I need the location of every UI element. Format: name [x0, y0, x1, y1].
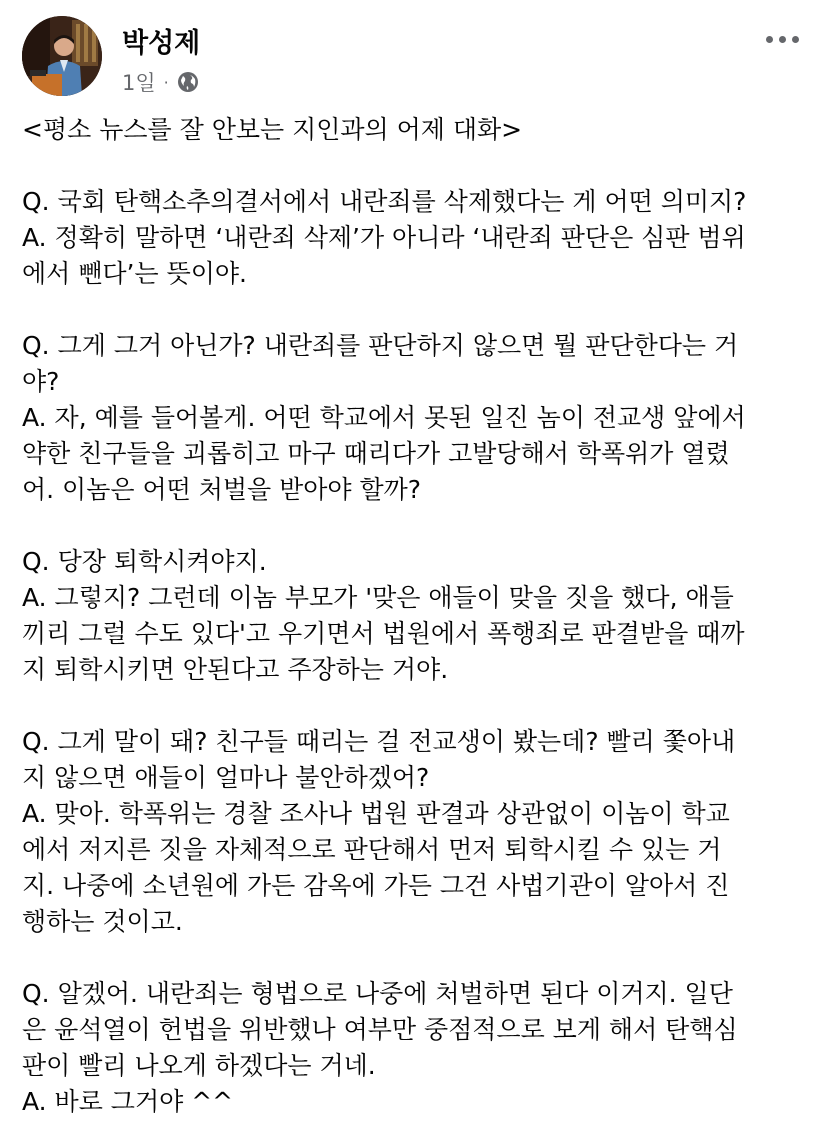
post-meta	[122, 68, 199, 96]
more-horizontal-icon	[779, 36, 786, 43]
avatar-photo	[22, 16, 102, 96]
post-line: 약한 친구들을 괴롭히고 마구 때리다가 고발당해서 학폭위가 열렸	[22, 439, 730, 468]
post-line-blank	[22, 292, 812, 328]
post-line-blank	[22, 688, 812, 724]
post-line: <평소 뉴스를 잘 안보는 지인과의 어제 대화>	[22, 115, 523, 144]
post-line: 지 않으면 애들이 얼마나 불안하겠어?	[22, 763, 430, 792]
post-line: 어. 이놈은 어떤 처벌을 받아야 할까?	[22, 475, 422, 504]
post-line: 판이 빨리 나오게 하겠다는 거네.	[22, 1051, 376, 1080]
post-line: A. 자, 예를 들어볼게. 어떤 학교에서 못된 일진 놈이 전교생 앞에서	[22, 403, 746, 432]
post-line: 은 윤석열이 헌법을 위반했나 여부만 중점적으로 보게 해서 탄핵심	[22, 1015, 738, 1044]
post-line: Q. 그게 말이 돼? 친구들 때리는 걸 전교생이 봤는데? 빨리 쫓아내	[22, 727, 736, 756]
post-line: A. 정확히 말하면 ‘내란죄 삭제’가 아니라 ‘내란죄 판단은 심판 범위	[22, 223, 746, 252]
post-line: Q. 국회 탄핵소추의결서에서 내란죄를 삭제했다는 게 어떤 의미지?	[22, 187, 747, 216]
post-line: 끼리 그럴 수도 있다'고 우기면서 법원에서 폭행죄로 판결받을 때까	[22, 619, 745, 648]
post-line: 행하는 것이고.	[22, 907, 183, 936]
globe-icon	[177, 71, 199, 93]
post-line-blank	[22, 148, 812, 184]
post-line: 에서 뺀다’는 뜻이야.	[22, 259, 247, 288]
post-line: Q. 당장 퇴학시켜야지.	[22, 547, 267, 576]
more-horizontal-icon	[792, 36, 799, 43]
post-line: 에서 저지른 짓을 자체적으로 판단해서 먼저 퇴학시킬 수 있는 거	[22, 835, 722, 864]
post-line: 지. 나중에 소년원에 가든 감옥에 가든 그건 사법기관이 알아서 진	[22, 871, 730, 900]
post-text	[22, 112, 812, 1120]
post-line: A. 그렇지? 그런데 이놈 부모가 '맞은 애들이 맞을 짓을 했다, 애들	[22, 583, 734, 612]
post-line: A. 맞아. 학폭위는 경찰 조사나 법원 판결과 상관없이 이놈이 학교	[22, 799, 730, 828]
post-line: Q. 알겠어. 내란죄는 형법으로 나중에 처벌하면 된다 이거지. 일단	[22, 979, 733, 1008]
post-line: Q. 그게 그거 아닌가? 내란죄를 판단하지 않으면 뭘 판단한다는 거	[22, 331, 739, 360]
post-time[interactable]: 1일	[122, 71, 156, 95]
meta-separator: ·	[163, 72, 169, 92]
author-name[interactable]: 박성제	[122, 28, 201, 59]
post-line: A. 바로 그거야 ^^	[22, 1087, 234, 1116]
avatar[interactable]	[22, 16, 102, 96]
post-line: 야?	[22, 367, 60, 396]
post-header	[22, 14, 812, 100]
post-line-blank	[22, 940, 812, 976]
post-line: 지 퇴학시키면 안된다고 주장하는 거야.	[22, 655, 449, 684]
post-line-blank	[22, 508, 812, 544]
more-horizontal-icon	[766, 36, 773, 43]
more-options-button[interactable]	[758, 24, 806, 54]
